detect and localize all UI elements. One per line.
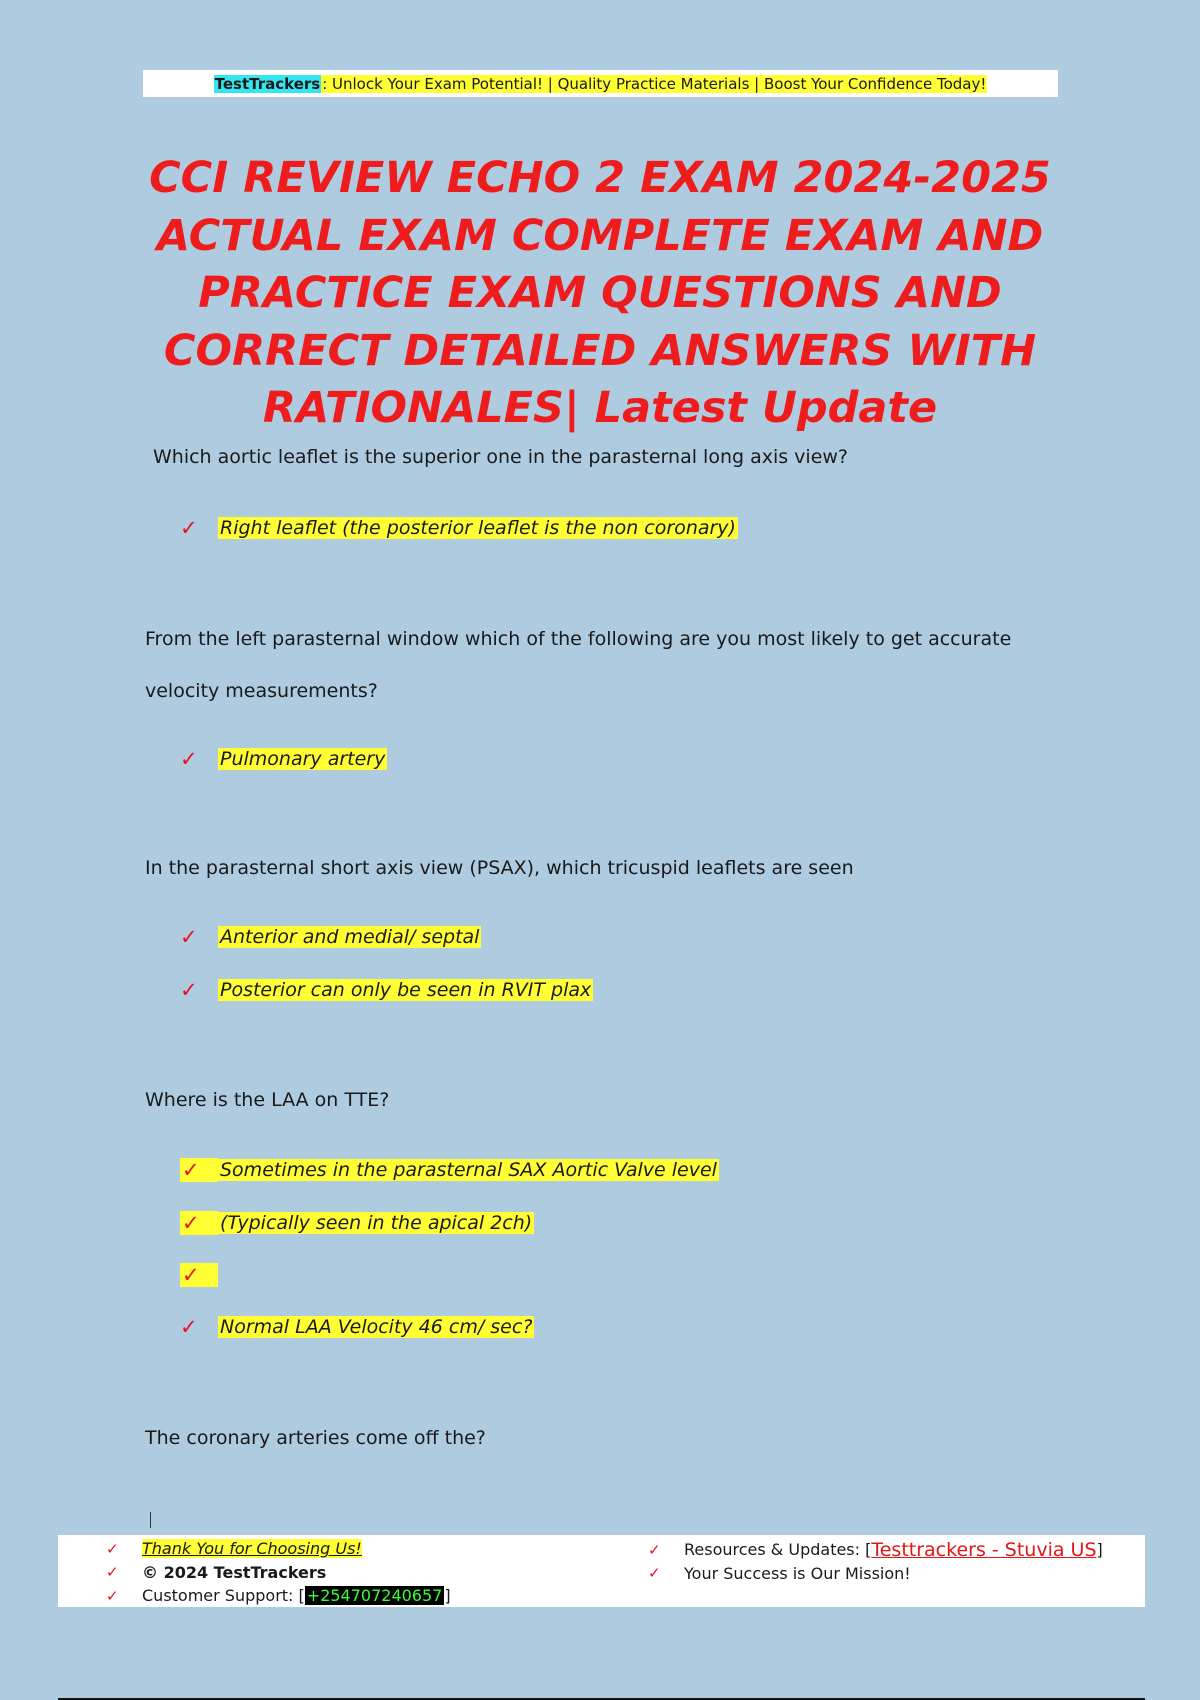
text-cursor (150, 1512, 151, 1528)
question-3: In the parasternal short axis view (PSAX), which tricuspid leaflets are seen (145, 857, 854, 879)
answer-text: Normal LAA Velocity 46 cm/ sec? (220, 1316, 533, 1338)
question-4: Where is the LAA on TTE? (145, 1089, 390, 1111)
answer-3-1 (180, 925, 481, 949)
resources-link[interactable]: Testtrackers - Stuvia US (871, 1538, 1097, 1561)
check-icon: ✓ (648, 1564, 661, 1583)
check-icon: ✓ (180, 978, 198, 1002)
question-5: The coronary arteries come off the? (145, 1427, 486, 1449)
resources-close: ] (1096, 1540, 1103, 1560)
check-icon: ✓ (106, 1539, 119, 1558)
footer-row (648, 1562, 1103, 1586)
footer-right (648, 1538, 1103, 1585)
footer-left (106, 1537, 451, 1608)
answer-4-3 (180, 1263, 222, 1287)
question-2: From the left parasternal window which of the following are you most likely to get accurate velocity measurements? (145, 628, 1012, 702)
answer-4-2 (180, 1211, 534, 1235)
document-title: CCI REVIEW ECHO 2 EXAM 2024-2025 ACTUAL EXAM COMPLETE EXAM AND PRACTICE EXAM QUESTIONS AND CORRECT DETAILED ANSWERS WITH RATIONALES| Latest Update (149, 153, 1051, 433)
answer-text: Pulmonary artery (220, 748, 386, 770)
check-icon: ✓ (180, 1211, 218, 1235)
answer-text: Posterior can only be seen in RVIT plax (220, 979, 592, 1001)
support-phone[interactable]: +254707240657 (306, 1586, 443, 1606)
answer-4-1 (180, 1158, 719, 1182)
answer-text: Sometimes in the parasternal SAX Aortic Valve level (220, 1159, 717, 1181)
copyright-text: © 2024 TestTrackers (142, 1562, 327, 1582)
check-icon: ✓ (180, 925, 198, 949)
footer (58, 1535, 1145, 1607)
answer-4-4 (180, 1315, 534, 1339)
check-icon: ✓ (648, 1540, 661, 1559)
answer-text: Right leaflet (the posterior leaflet is the non coronary) (220, 517, 736, 539)
banner-tagline: : Unlock Your Exam Potential! | Quality Practice Materials | Boost Your Confidence Today! (322, 74, 987, 93)
question-1: Which aortic leaflet is the superior one in the parasternal long axis view? (153, 446, 849, 468)
thank-you-text: Thank You for Choosing Us! (142, 1539, 362, 1559)
answer-2-1 (180, 747, 387, 771)
answer-text: Anterior and medial/ septal (220, 926, 480, 948)
check-icon: ✓ (180, 1158, 218, 1182)
check-icon: ✓ (180, 1263, 218, 1287)
brand-name: TestTrackers (214, 74, 321, 93)
resources-label: Resources & Updates: [ (684, 1540, 872, 1560)
footer-row (648, 1538, 1103, 1562)
mission-text: Your Success is Our Mission! (684, 1563, 911, 1583)
footer-row (106, 1584, 451, 1608)
header-banner (143, 70, 1058, 97)
answer-text: (Typically seen in the apical 2ch) (220, 1212, 533, 1234)
footer-row (106, 1561, 451, 1585)
check-icon: ✓ (180, 516, 198, 540)
check-icon: ✓ (180, 747, 198, 771)
support-close: ] (444, 1586, 451, 1606)
answer-3-2 (180, 978, 593, 1002)
check-icon: ✓ (106, 1563, 119, 1582)
check-icon: ✓ (180, 1315, 198, 1339)
support-label: Customer Support: [ (142, 1586, 305, 1606)
check-icon: ✓ (106, 1586, 119, 1605)
footer-row (106, 1537, 451, 1561)
answer-1-1 (180, 516, 738, 540)
